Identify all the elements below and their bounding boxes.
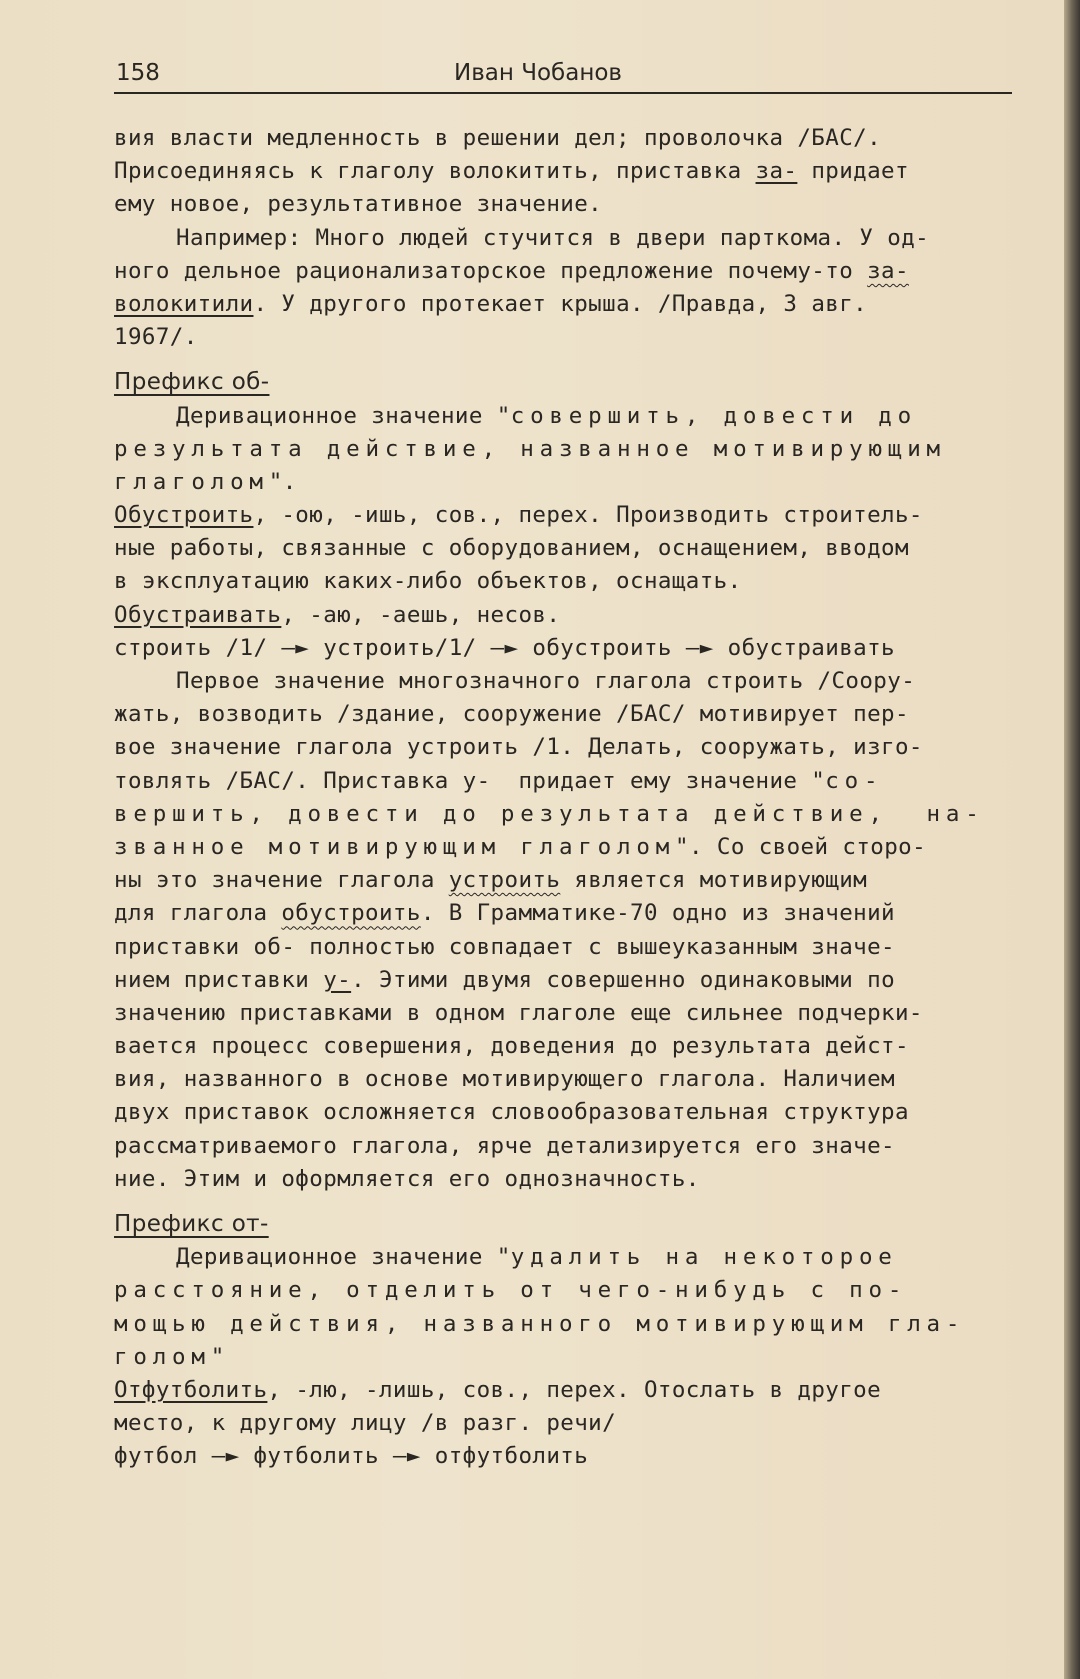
spaced-meaning: глаголом — [114, 468, 269, 495]
prefix-term: у- — [323, 966, 352, 993]
text-span: в эксплуатацию каких-либо объектов, оснащать. — [114, 568, 742, 595]
text-span: ны это значение глагола — [114, 867, 449, 894]
running-head-author: Иван Чобанов — [454, 60, 622, 86]
text-span: ". Со своей сторо- — [675, 833, 927, 860]
example-verb: за- — [867, 257, 909, 284]
text-line — [114, 665, 1034, 698]
text-span: нием приставки — [114, 966, 324, 993]
headword: Обустраивать — [114, 601, 282, 628]
example-verb: устроить — [448, 867, 561, 894]
text-span: вается процесс совершения, доведения до результата дейст- — [114, 1033, 909, 1060]
text-line — [114, 1241, 1034, 1274]
text-line — [114, 321, 1034, 354]
text-line — [114, 466, 1034, 499]
prefix-term: за- — [755, 158, 798, 185]
text-line — [114, 931, 1034, 964]
spaced-meaning: удалить на некоторое — [510, 1244, 898, 1271]
text-span: товлять /БАС/. Приставка у- придает ему значение " — [114, 767, 826, 794]
text-line — [114, 1030, 1034, 1063]
text-span: рассматриваемого глагола, ярче детализируется его значе- — [114, 1132, 895, 1159]
section-heading-line — [114, 1208, 1034, 1241]
text-line — [114, 698, 1034, 731]
text-span: Первое значение многозначного глагола строить /Соору- — [176, 668, 916, 694]
text-line — [114, 864, 1034, 897]
derivation-chain — [114, 1440, 1034, 1473]
text-line — [114, 964, 1034, 997]
spaced-meaning: голом — [114, 1343, 211, 1370]
running-header — [114, 58, 1012, 94]
text-line — [114, 188, 1034, 221]
text-span: место, к другому лицу /в разг. речи/ — [114, 1410, 617, 1437]
text-line — [114, 288, 1034, 321]
headword: Обустроить — [114, 502, 254, 529]
spaced-meaning: со- — [825, 767, 884, 794]
text-line — [114, 400, 1034, 433]
text-span: 1967/. — [114, 324, 198, 351]
spaced-meaning: вершить, довести до результата действие, на- — [114, 800, 985, 827]
text-span: , -аю, -аешь, несов. — [281, 601, 561, 628]
text-span: ние. Этим и оформляется его однозначность. — [114, 1165, 700, 1192]
spaced-meaning: званное мотивирующим глаголом — [114, 833, 676, 860]
section-heading-ob: Префикс об- — [114, 369, 270, 396]
text-span: является мотивирующим — [560, 867, 868, 894]
text-span: Деривационное значение " — [176, 402, 511, 429]
text-line — [114, 1274, 1034, 1307]
dictionary-entry — [114, 499, 1034, 532]
text-span: двух приставок осложняется словообразовательная структура — [114, 1099, 909, 1126]
text-span: " — [210, 1343, 225, 1370]
text-line — [114, 222, 1034, 255]
text-line — [114, 897, 1034, 930]
text-line — [114, 532, 1034, 565]
spacer — [114, 1196, 1034, 1208]
text-line — [114, 1407, 1034, 1440]
text-line — [114, 1096, 1034, 1129]
text-line — [114, 255, 1034, 288]
text-span: . У другого протекает крыша. /Правда, 3 авг. — [253, 290, 868, 317]
text-span: вия власти медленность в решении дел; проволочка /БАС/. — [114, 125, 882, 151]
text-span: . В Грамматике-70 одно из значений — [420, 900, 895, 927]
text-line — [114, 1130, 1034, 1163]
text-span: приставки об- полностью совпадает с вышеуказанным значе- — [114, 933, 895, 960]
text-span: , -лю, -лишь, сов., перех. Отослать в другое — [267, 1376, 882, 1403]
text-span: футбол —► футболить —► отфутболить — [114, 1443, 589, 1470]
text-line — [114, 1163, 1034, 1196]
page-body — [114, 122, 1034, 1474]
text-span: значению приставками в одном глаголе еще сильнее подчерки- — [114, 999, 923, 1026]
derivation-chain — [114, 632, 1034, 665]
text-span: Деривационное значение " — [176, 1244, 511, 1271]
text-span: жать, возводить /здание, сооружение /БАС/ мотивирует пер- — [114, 701, 909, 728]
dictionary-entry — [114, 599, 1034, 632]
book-spine-shadow — [1064, 0, 1080, 1679]
spaced-meaning: расстояние, отделить от чего-нибудь с по- — [114, 1277, 908, 1304]
text-line — [114, 1308, 1034, 1341]
text-span: придает — [797, 158, 909, 185]
dictionary-entry — [114, 1374, 1034, 1407]
page-number: 158 — [116, 60, 160, 86]
section-heading-line — [114, 366, 1034, 399]
example-verb: волокитили — [114, 290, 254, 317]
headword: Отфутболить — [114, 1376, 268, 1403]
text-span: ". — [268, 468, 297, 495]
example-verb: обустроить — [281, 900, 421, 927]
text-line — [114, 433, 1034, 466]
text-line — [114, 731, 1034, 764]
text-line — [114, 997, 1034, 1030]
section-heading-ot: Префикс от- — [114, 1211, 269, 1237]
text-line — [114, 565, 1034, 598]
text-line — [114, 1341, 1034, 1374]
spaced-meaning: результата действие, названное мотивирующим — [114, 435, 946, 462]
text-span: Присоединяясь к глаголу волокитить, приставка — [114, 158, 756, 185]
text-line — [114, 155, 1034, 188]
text-line — [114, 831, 1034, 864]
text-line — [114, 798, 1034, 831]
text-span: ные работы, связанные с оборудованием, оснащением, вводом — [114, 535, 909, 562]
text-span: Например: Много людей стучится в двери парткома. У од- — [176, 224, 930, 251]
spaced-meaning: мощью действия, названного мотивирующим гла- — [114, 1310, 966, 1337]
text-span: вое значение глагола устроить /1. Делать, сооружать, изго- — [114, 734, 923, 761]
spaced-meaning: совершить, довести до — [510, 402, 917, 429]
spacer — [114, 354, 1034, 366]
text-span: ему новое, результативное значение. — [114, 191, 603, 218]
text-span: . Этими двумя совершенно одинаковыми по — [351, 966, 896, 993]
text-span: , -ою, -ишь, сов., перех. Производить строитель- — [253, 502, 923, 529]
text-span: вия, названного в основе мотивирующего глагола. Наличием — [114, 1066, 895, 1093]
text-span: для глагола — [114, 900, 282, 927]
text-span: ного дельное рационализаторское предложение почему-то — [114, 257, 868, 284]
text-span: строить /1/ —► устроить/1/ —► обустроить —► обустраивать — [114, 634, 895, 661]
text-line — [114, 765, 1034, 798]
text-line — [114, 1063, 1034, 1096]
text-line — [114, 122, 1034, 155]
